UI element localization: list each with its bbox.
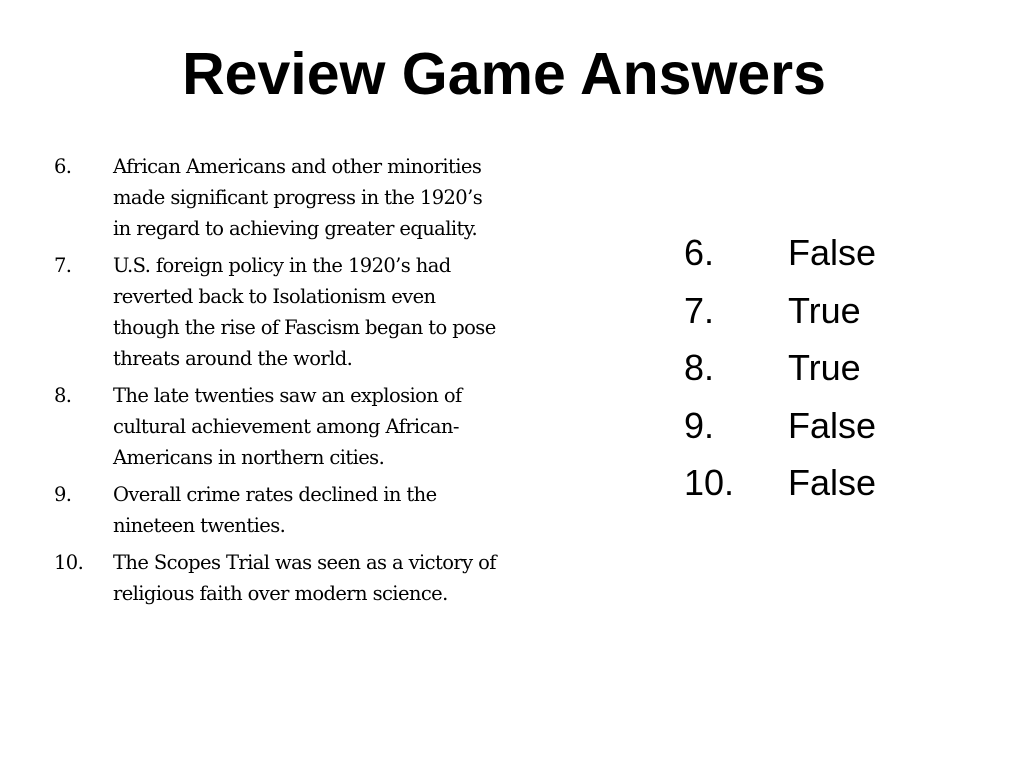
question-number: 10. [54, 551, 84, 574]
answer-value: False [788, 232, 877, 273]
answer-item-9 [684, 397, 944, 455]
answer-number: 9. [684, 404, 715, 446]
answer-item-6 [684, 224, 944, 282]
question-number: 6. [54, 155, 72, 178]
question-item-8 [54, 380, 504, 473]
question-item-10 [54, 547, 504, 609]
answer-number: 8. [684, 347, 715, 388]
answer-list [684, 224, 944, 512]
answer-item-7 [684, 282, 944, 340]
answer-value: False [788, 404, 877, 446]
answer-item-10 [684, 454, 944, 512]
question-item-6 [54, 151, 504, 244]
question-text: U.S. foreign policy in the 1920’s had reverted back to Isolationism even though the rise of Fascism began to pose threats around the world. [113, 254, 496, 370]
answer-value: True [788, 347, 861, 388]
answer-number: 7. [684, 289, 715, 331]
question-text: The late twenties saw an explosion of cultural achievement among African-Americans in northern cities. [113, 384, 462, 469]
question-text: Overall crime rates declined in the nineteen twenties. [113, 483, 437, 537]
question-number: 9. [54, 483, 72, 506]
answer-value: False [788, 462, 877, 503]
question-text: The Scopes Trial was seen as a victory of religious faith over modern science. [113, 551, 496, 605]
answer-number: 10. [684, 462, 735, 503]
question-list [54, 151, 504, 615]
question-text: African Americans and other minorities made significant progress in the 1920’s in regard to achieving greater equality. [113, 155, 483, 240]
answer-number: 6. [684, 232, 715, 273]
answer-item-8 [684, 339, 944, 397]
question-number: 8. [54, 384, 72, 407]
question-number: 7. [54, 254, 72, 277]
slide-title: Review Game Answers [182, 41, 826, 107]
answer-value: True [788, 289, 861, 331]
question-item-9 [54, 479, 504, 541]
question-item-7 [54, 250, 504, 374]
